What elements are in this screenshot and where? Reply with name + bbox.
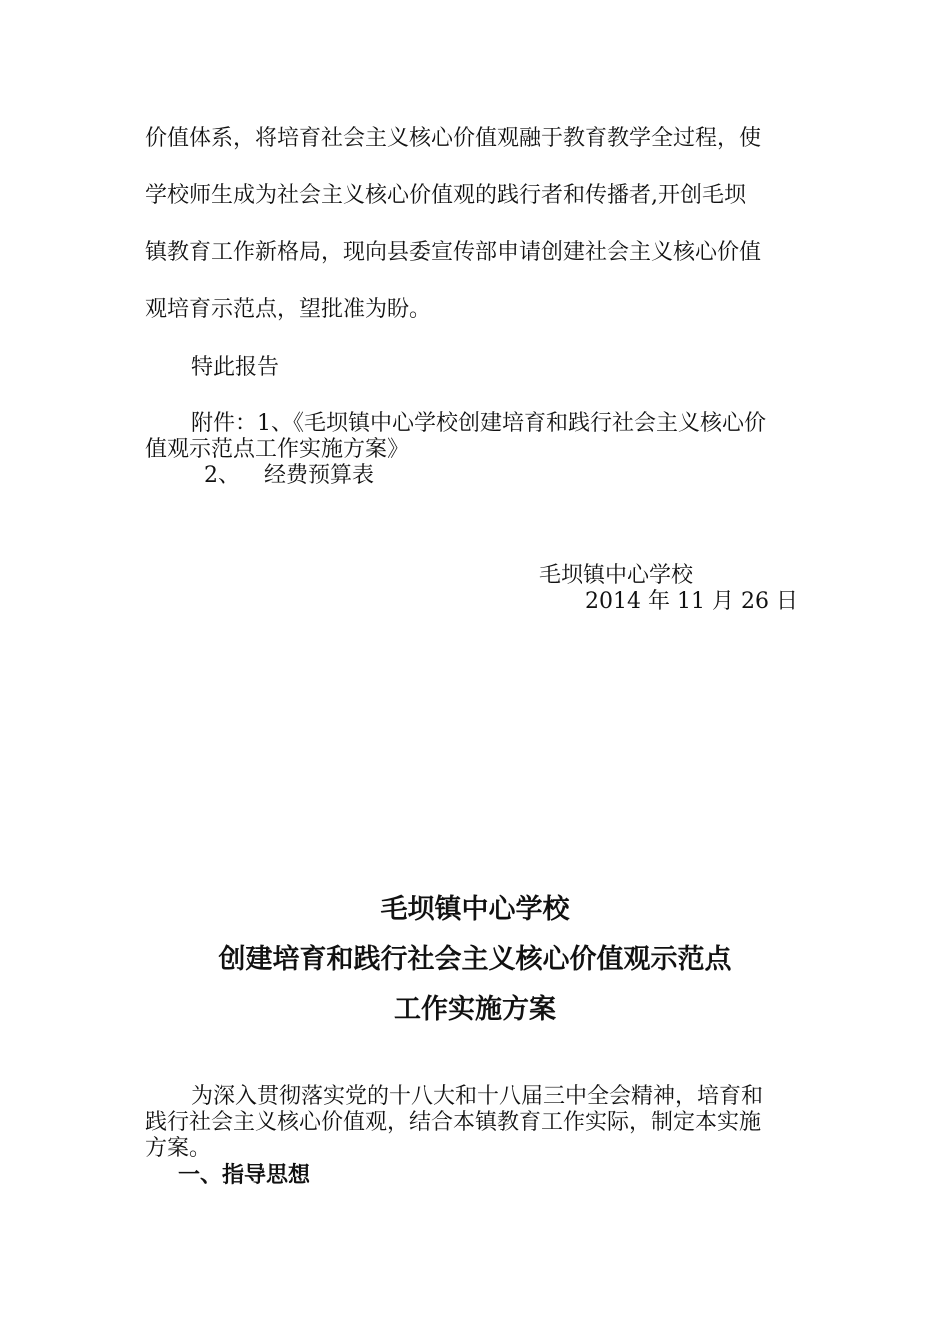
letter-body-line-2: 学校师生成为社会主义核心价值观的践行者和传播者,开创毛坝 (145, 183, 746, 208)
attachment-item-2-text: 经费预算表 (264, 463, 375, 488)
attachment-item-2-number: 2、 (204, 463, 240, 488)
section-1-heading: 一、指导思想 (178, 1162, 311, 1188)
letter-body-line-3: 镇教育工作新格局，现向县委宣传部申请创建社会主义核心价值 (145, 240, 762, 265)
plan-intro-line-2: 践行社会主义核心价值观，结合本镇教育工作实际，制定本实施 (145, 1110, 762, 1135)
plan-title-line-1: 毛坝镇中心学校 (380, 894, 570, 925)
letter-body-line-1: 价值体系，将培育社会主义核心价值观融于教育教学全过程，使 (145, 126, 762, 151)
signature-date: 2014 年 11 月 26 日 (585, 589, 798, 614)
plan-intro-line-3: 方案。 (145, 1136, 212, 1161)
plan-title-line-2: 创建培育和践行社会主义核心价值观示范点 (218, 944, 732, 975)
plan-intro-line-1: 为深入贯彻落实党的十八大和十八届三中全会精神，培育和 (191, 1084, 764, 1109)
letter-body-line-4: 观培育示范点，望批准为盼。 (145, 297, 432, 322)
letter-closing: 特此报告 (191, 355, 280, 380)
signature-organization: 毛坝镇中心学校 (539, 563, 694, 588)
attachment-line-1: 附件：1、《毛坝镇中心学校创建培育和践行社会主义核心价 (191, 411, 766, 436)
plan-title-line-3: 工作实施方案 (394, 994, 556, 1025)
attachment-line-2: 值观示范点工作实施方案》 (145, 437, 410, 462)
